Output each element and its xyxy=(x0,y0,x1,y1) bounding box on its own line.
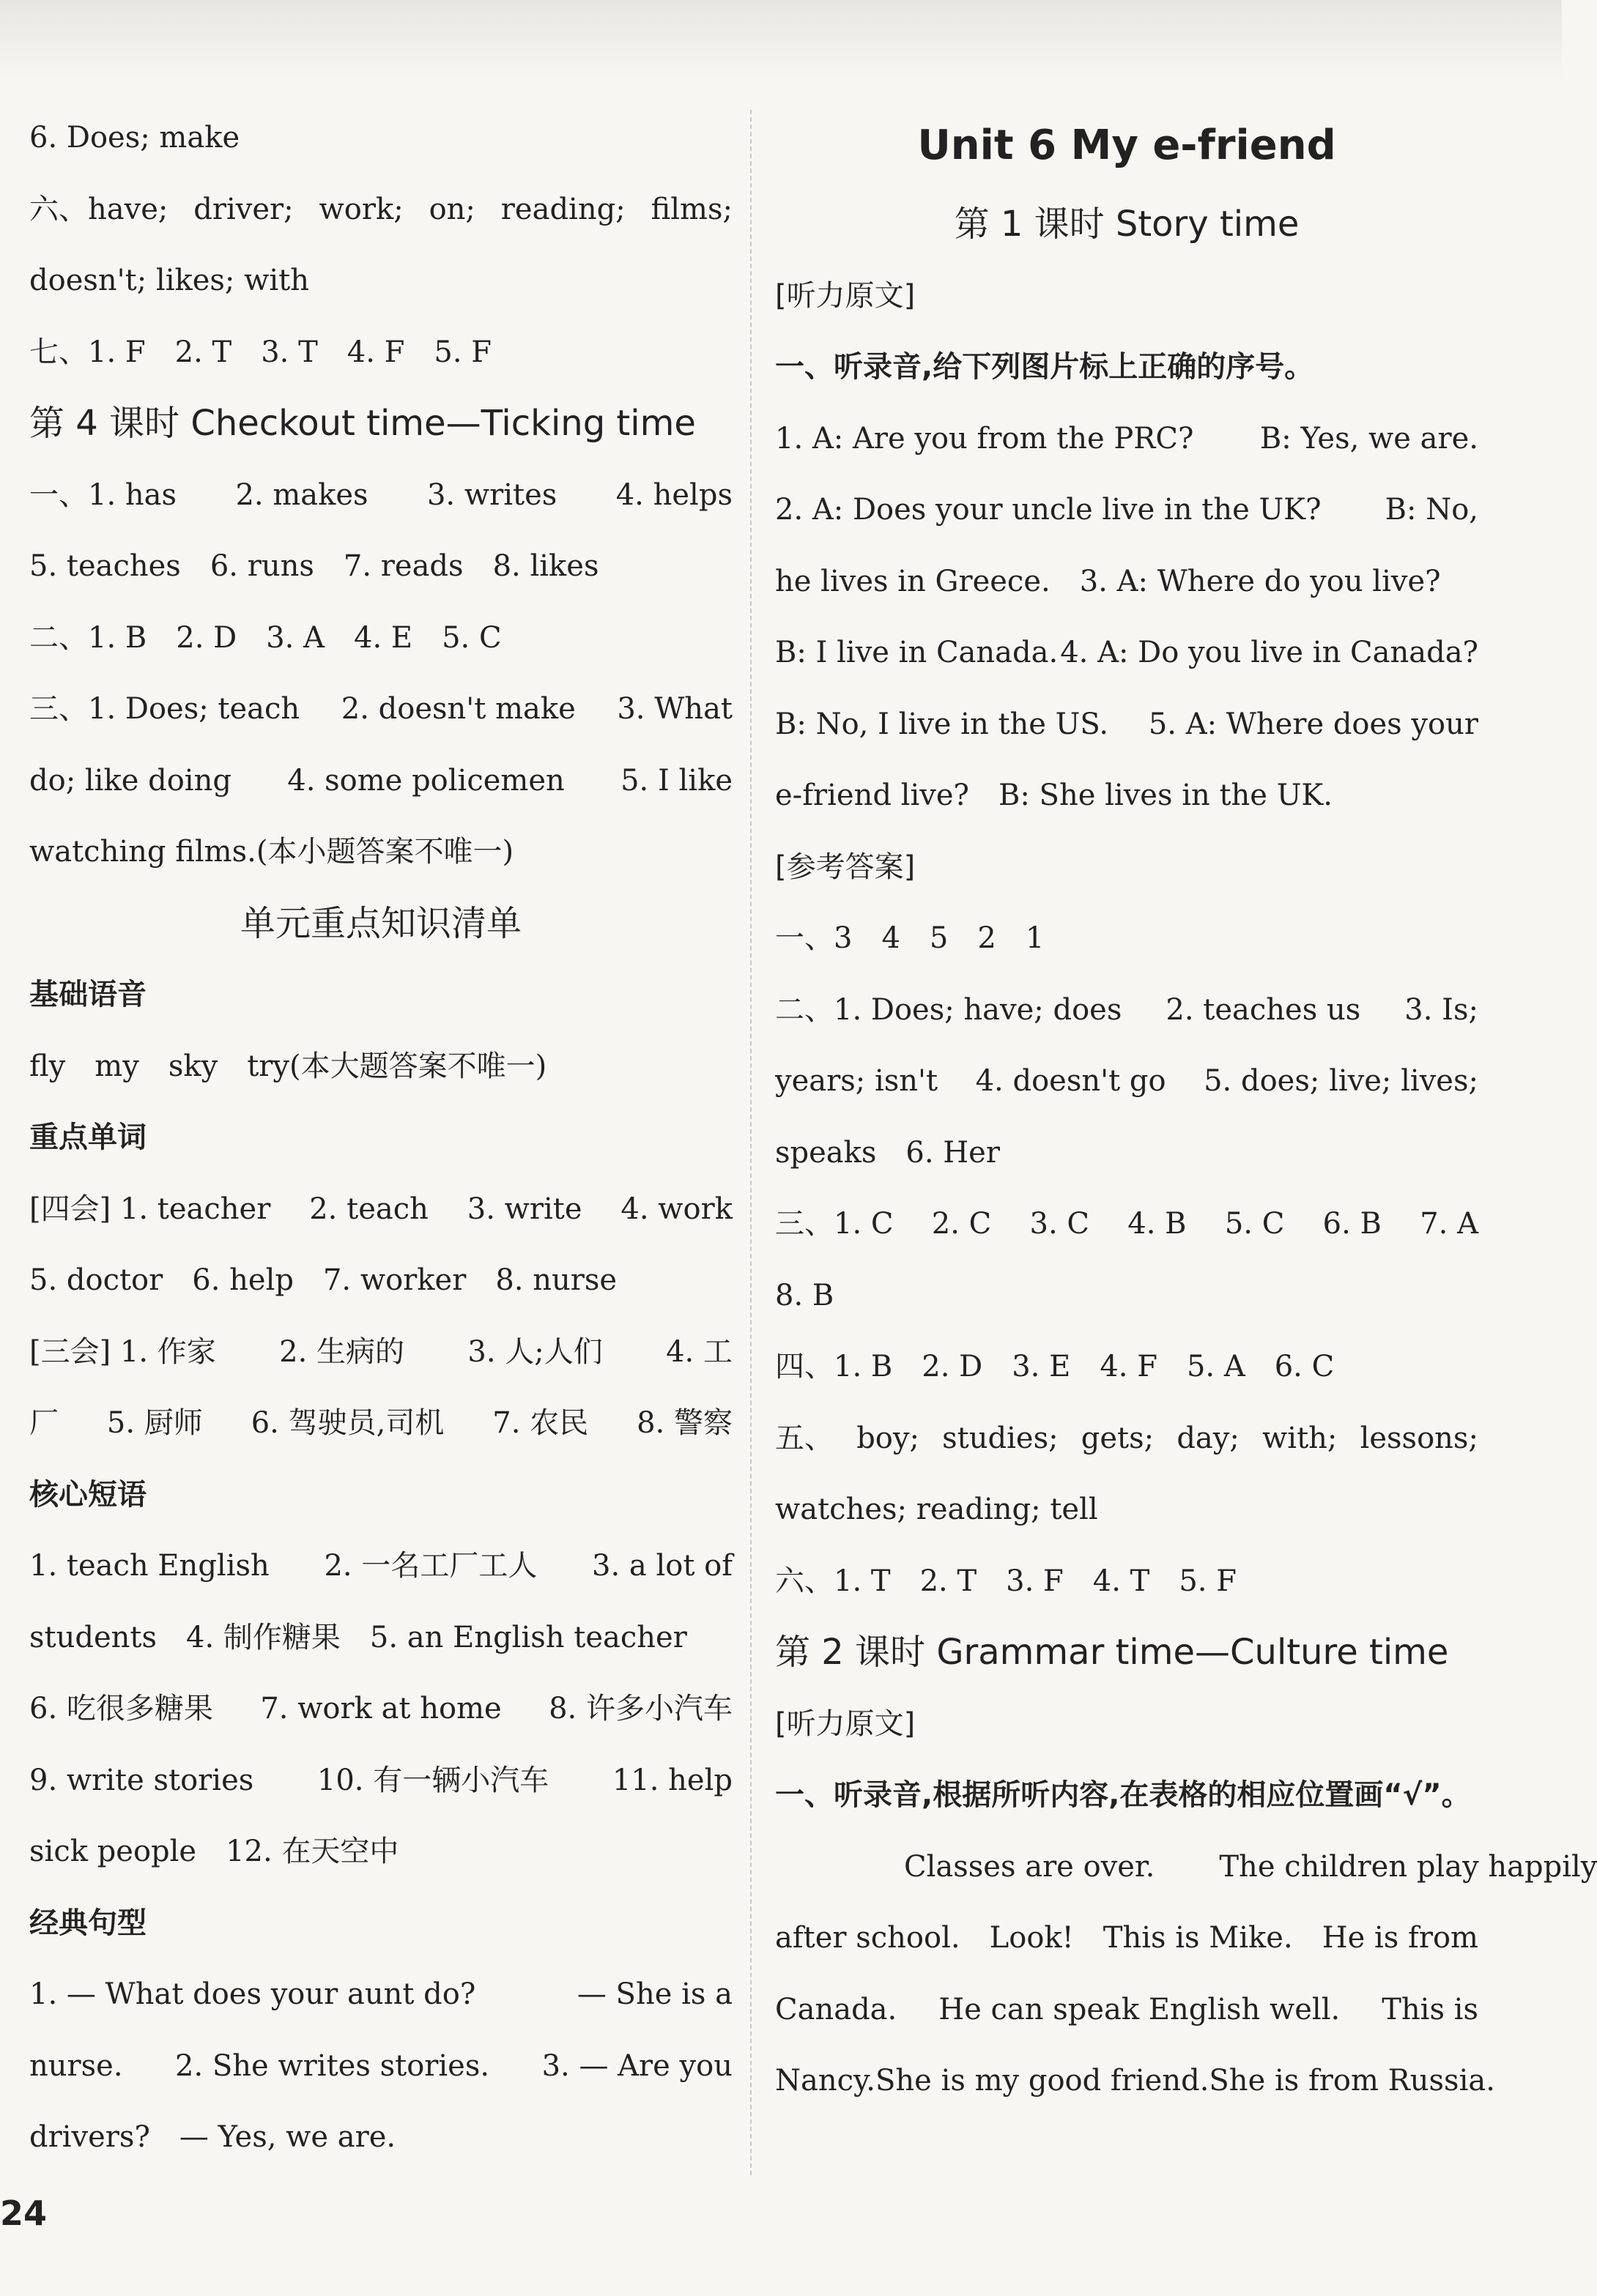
answer-text: 2. D xyxy=(922,1350,983,1383)
answer-line xyxy=(29,460,733,532)
answer-line xyxy=(29,103,733,174)
answer-text: 3. writes xyxy=(426,478,557,512)
answer-line xyxy=(29,1317,733,1389)
answer-text: after school. xyxy=(775,1921,960,1955)
answer-text: 2. T xyxy=(919,1564,977,1598)
answer-text: 6. C xyxy=(1274,1350,1335,1383)
answer-line xyxy=(29,1174,733,1246)
answer-text: 4. work xyxy=(620,1192,733,1226)
answer-text: 5 xyxy=(929,921,949,955)
answer-line xyxy=(775,1260,1478,1332)
answer-text: 3. E xyxy=(1012,1350,1071,1383)
answer-line xyxy=(29,1816,733,1888)
answer-text: B: Yes, we are. xyxy=(1259,421,1478,456)
answer-text: 6. 驾驶员,司机 xyxy=(251,1406,445,1440)
page-number: 24 xyxy=(0,2193,48,2233)
answer-line xyxy=(775,1832,1597,1903)
answer-text: 四、1. B xyxy=(775,1350,893,1383)
answer-text: [三会] 1. 作家 xyxy=(29,1334,216,1369)
lesson-heading: 第 2 课时 Grammar time—Culture time xyxy=(775,1632,1449,1673)
answer-line xyxy=(775,475,1478,546)
answer-text: [四会] 1. teacher xyxy=(29,1192,271,1226)
answer-line xyxy=(775,1331,1478,1403)
answer-text: Nancy. xyxy=(775,2064,876,2098)
answer-text: 2. 生病的 xyxy=(279,1334,405,1369)
answer-text: 7. worker xyxy=(322,1263,467,1297)
answer-line xyxy=(29,603,733,675)
answer-line xyxy=(775,1046,1478,1118)
lesson-heading: 第 4 课时 Checkout time—Ticking time xyxy=(29,403,696,444)
answer-text: 3. 人;人们 xyxy=(467,1334,603,1369)
answer-text: He can speak English well. xyxy=(938,1992,1341,2026)
answer-text: day; xyxy=(1177,1421,1240,1455)
answer-text: 8. likes xyxy=(492,549,599,583)
answer-text: B: No, xyxy=(1385,493,1478,527)
answer-line xyxy=(775,1474,1478,1546)
answer-text: 11. help xyxy=(612,1763,733,1797)
answer-line xyxy=(775,1974,1478,2046)
answer-text: 4. T xyxy=(1092,1564,1150,1598)
answer-text: with; xyxy=(1262,1421,1338,1455)
answer-text: studies; xyxy=(942,1421,1059,1455)
bracket-label: [听力原文] xyxy=(775,1706,916,1741)
unit-title: Unit 6 My e-friend xyxy=(917,122,1336,169)
answer-text: 2. makes xyxy=(235,478,368,512)
answer-line xyxy=(29,746,733,817)
answer-text: 10. 有一辆小汽车 xyxy=(316,1763,549,1797)
answer-line xyxy=(775,546,1478,618)
answer-text: 一、1. has xyxy=(29,478,177,512)
answer-text: 3. Is; xyxy=(1404,992,1478,1027)
answer-line xyxy=(775,1189,1478,1260)
subsection-heading: 核心短语 xyxy=(29,1477,147,1512)
answer-text: 7. work at home xyxy=(260,1692,502,1725)
answer-text: 1. teach English xyxy=(29,1549,270,1583)
answer-text: 4. E xyxy=(354,620,413,655)
answer-text: 2 xyxy=(977,921,996,955)
answer-text: 5. C xyxy=(442,620,502,655)
answer-text: films; xyxy=(651,192,733,226)
answer-text: 4. helps xyxy=(615,478,733,512)
answer-text: doesn't; likes; with xyxy=(29,264,309,297)
answer-text: he lives in Greece. xyxy=(775,564,1051,598)
answer-text: 6. runs xyxy=(210,549,314,583)
answer-line xyxy=(29,1245,733,1317)
answer-text: nurse. xyxy=(29,2048,123,2083)
left-column xyxy=(29,103,733,2174)
answer-text: 6. Her xyxy=(905,1135,1000,1170)
answer-line xyxy=(775,1903,1478,1974)
column-divider xyxy=(750,110,752,2175)
answer-text: drivers? xyxy=(29,2120,150,2154)
answer-line xyxy=(775,617,1478,689)
answer-text: The children play happily xyxy=(1219,1849,1597,1884)
answer-text: B: No, I live in the US. xyxy=(775,707,1109,741)
answer-text: 6. help xyxy=(192,1263,294,1297)
answer-text: 5. A xyxy=(1186,1350,1245,1383)
answer-text: She is my good friend. xyxy=(875,2064,1209,2098)
answer-text: — Yes, we are. xyxy=(179,2120,396,2154)
answer-text: — She is a xyxy=(577,1977,733,2011)
answer-text: Classes are over. xyxy=(904,1849,1155,1884)
answer-text: reading; xyxy=(500,192,626,226)
answer-text: 5. an English teacher xyxy=(369,1620,687,1654)
answer-text: This is xyxy=(1382,1992,1478,2026)
answer-text: 5. teaches xyxy=(29,549,181,583)
answer-text: 2. 一名工厂工人 xyxy=(324,1549,538,1583)
answer-text: 4. some policemen xyxy=(287,763,565,798)
subsection-heading: 一、听录音,根据所听内容,在表格的相应位置画“√”。 xyxy=(775,1778,1471,1812)
answer-line xyxy=(775,975,1478,1047)
answer-text: 3. A: Where do you live? xyxy=(1079,564,1441,598)
answer-text: 6. B xyxy=(1322,1207,1382,1241)
answer-line xyxy=(29,817,733,888)
answer-text: 8. B xyxy=(775,1278,834,1312)
answer-text: 五、 xyxy=(775,1421,834,1455)
answer-text: 5. F xyxy=(1179,1564,1237,1598)
subsection-heading: 基础语音 xyxy=(29,978,147,1011)
answer-text: 4. F xyxy=(1100,1350,1157,1383)
answer-text: e-friend live? xyxy=(775,779,969,812)
answer-text: 5. F xyxy=(434,335,492,369)
bracket-label: [听力原文] xyxy=(775,278,916,313)
answer-text: 2. teach xyxy=(309,1192,429,1226)
answer-line xyxy=(775,1546,1478,1618)
answer-text: Look! xyxy=(989,1921,1074,1955)
answer-line xyxy=(29,1531,733,1602)
answer-text: 4. doesn't go xyxy=(975,1064,1166,1098)
answer-text: 7. 农民 xyxy=(492,1406,589,1440)
answer-text: 二、1. Does; have; does xyxy=(775,992,1122,1027)
answer-line xyxy=(29,2031,733,2103)
answer-text: on; xyxy=(429,192,475,226)
answer-text: 6. Does; make xyxy=(29,121,240,155)
answer-line xyxy=(775,1118,1478,1189)
answer-text: try(本大题答案不唯一) xyxy=(247,1049,547,1083)
answer-text: 2. D xyxy=(176,620,237,655)
answer-line xyxy=(29,2102,733,2174)
answer-text: 3. What xyxy=(617,692,733,726)
answer-text: 3. write xyxy=(467,1192,582,1226)
answer-line xyxy=(29,674,733,746)
bracket-label: [参考答案] xyxy=(775,850,916,884)
answer-text: speaks xyxy=(775,1135,877,1170)
answer-text: This is Mike. xyxy=(1103,1921,1293,1955)
answer-text: 2. teaches us xyxy=(1166,992,1361,1027)
answer-text: 3. — Are you xyxy=(541,2048,733,2083)
answer-text: 5. 厨师 xyxy=(106,1406,203,1440)
answer-text: 1 xyxy=(1025,921,1045,955)
answer-text: 3. A xyxy=(266,620,325,655)
answer-text: 7. reads xyxy=(343,549,464,583)
answer-text: boy; xyxy=(856,1421,919,1455)
answer-text: B: She lives in the UK. xyxy=(998,779,1333,812)
answer-text: 七、1. F xyxy=(29,335,146,369)
right-column xyxy=(775,103,1597,2117)
answer-text: 三、1. C xyxy=(775,1207,894,1241)
answer-text: 2. She writes stories. xyxy=(175,2048,490,2083)
answer-text: fly xyxy=(29,1049,66,1083)
answer-text: Canada. xyxy=(775,1992,897,2026)
answer-text: 4. A: Do you live in Canada? xyxy=(1060,636,1478,669)
answer-text: 4. 制作糖果 xyxy=(186,1620,341,1654)
answer-text: 8. nurse xyxy=(495,1263,618,1297)
answer-text: 4 xyxy=(881,921,900,955)
answer-line xyxy=(775,2046,1495,2117)
answer-text: 3. F xyxy=(1006,1564,1064,1598)
answer-text: She is from Russia. xyxy=(1209,2064,1495,2098)
answer-text: 3. a lot of xyxy=(592,1549,733,1583)
answer-text: 5. doctor xyxy=(29,1263,163,1297)
answer-text: watches; reading; tell xyxy=(775,1493,1098,1526)
subsection-heading: 一、听录音,给下列图片标上正确的序号。 xyxy=(775,350,1314,384)
answer-line xyxy=(29,1031,733,1103)
answer-line xyxy=(775,1403,1478,1475)
answer-text: 5. A: Where does your xyxy=(1148,707,1478,741)
answer-text: years; isn't xyxy=(775,1064,938,1098)
answer-text: gets; xyxy=(1081,1421,1155,1455)
answer-text: 六、have; xyxy=(29,192,168,226)
answer-text: work; xyxy=(319,192,404,226)
answer-text: students xyxy=(29,1620,158,1654)
answer-text: 厂 xyxy=(29,1406,59,1440)
answer-line xyxy=(29,174,733,246)
answer-line xyxy=(29,531,733,603)
answer-text: do; like doing xyxy=(29,763,231,798)
answer-text: 1. — What does your aunt do? xyxy=(29,1977,476,2011)
answer-text: 12. 在天空中 xyxy=(226,1835,399,1868)
answer-text: 5. C xyxy=(1224,1207,1285,1241)
answer-line xyxy=(29,1959,733,2031)
answer-text: 4. B xyxy=(1127,1207,1187,1241)
answer-text: 5. does; live; lives; xyxy=(1204,1064,1478,1098)
answer-line xyxy=(775,760,1478,832)
answer-text: He is from xyxy=(1322,1921,1478,1955)
section-heading: 单元重点知识清单 xyxy=(240,902,522,944)
answer-text: 2. A: Does your uncle live in the UK? xyxy=(775,493,1322,527)
answer-text: 8. 许多小汽车 xyxy=(549,1692,733,1725)
answer-text: 六、1. T xyxy=(775,1564,891,1598)
answer-line xyxy=(775,903,1478,975)
section-heading: 第 1 课时 Story time xyxy=(954,204,1300,245)
answer-text: 3. T xyxy=(261,335,318,369)
answer-text: B: I live in Canada. xyxy=(775,636,1059,669)
answer-text: 6. 吃很多糖果 xyxy=(29,1692,213,1725)
answer-line xyxy=(29,245,733,317)
answer-text: 2. doesn't make xyxy=(341,692,576,726)
subsection-heading: 经典句型 xyxy=(29,1906,147,1940)
scan-shadow xyxy=(0,0,1562,81)
answer-text: 2. C xyxy=(931,1207,992,1241)
answer-line xyxy=(29,1388,733,1460)
answer-text: 4. 工 xyxy=(666,1334,733,1369)
answer-text: 二、1. B xyxy=(29,620,147,655)
answer-line xyxy=(775,404,1478,475)
answer-line xyxy=(29,317,733,389)
answer-text: sky xyxy=(168,1049,218,1083)
answer-line xyxy=(29,1745,733,1817)
answer-text: watching films.(本小题答案不唯一) xyxy=(29,835,514,869)
answer-text: 三、1. Does; teach xyxy=(29,692,300,726)
answer-text: lessons; xyxy=(1360,1421,1478,1455)
answer-text: 2. T xyxy=(174,335,232,369)
subsection-heading: 重点单词 xyxy=(29,1121,147,1154)
answer-text: driver; xyxy=(193,192,294,226)
answer-text: 9. write stories xyxy=(29,1763,254,1797)
answer-text: sick people xyxy=(29,1835,197,1868)
answer-text: 3. C xyxy=(1029,1207,1090,1241)
answer-text: 一、3 xyxy=(775,921,853,955)
answer-text: 4. F xyxy=(347,335,405,369)
answer-text: 5. I like xyxy=(620,763,733,798)
answer-text: my xyxy=(95,1049,139,1083)
answer-line xyxy=(775,689,1478,761)
answer-line xyxy=(29,1673,733,1745)
answer-text: 1. A: Are you from the PRC? xyxy=(775,421,1194,456)
answer-line xyxy=(29,1602,733,1674)
answer-text: 8. 警察 xyxy=(637,1406,733,1440)
answer-text: 7. A xyxy=(1420,1207,1478,1241)
